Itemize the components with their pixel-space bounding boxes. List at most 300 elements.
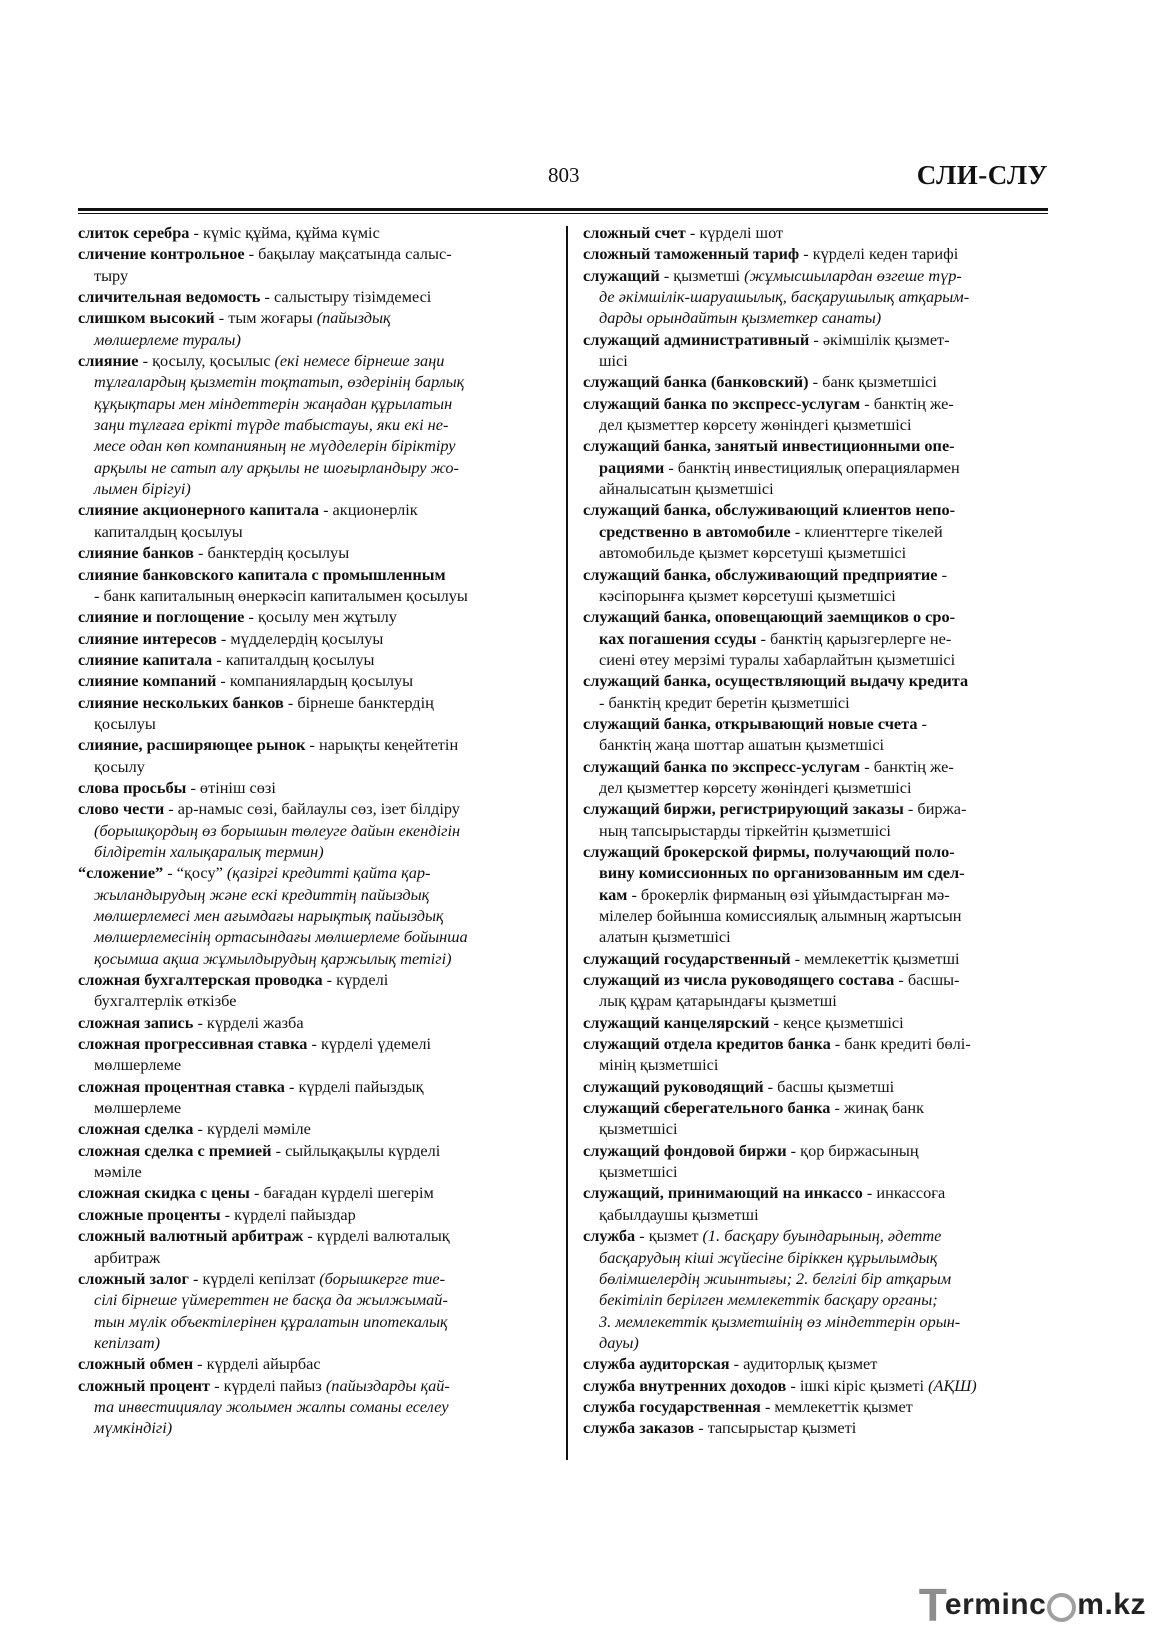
entry-note: заңи тұлғаға ерікті түрде табыстауы, яки екі не- xyxy=(94,415,449,435)
entry-term: служащий административный xyxy=(583,329,810,349)
entry-term: служащий сберегательного банка xyxy=(583,1098,831,1118)
entry-note: (пайыздарды қай- xyxy=(325,1375,450,1395)
entry-term: служба внутренних доходов xyxy=(583,1375,787,1395)
entry-line xyxy=(78,1033,548,1054)
entry-line xyxy=(583,1033,1053,1054)
entry-translation: - қосылу, қосылыс xyxy=(138,351,275,371)
entry-term: слияние банков xyxy=(78,543,194,563)
entry-translation: мілелер бойынша комиссиялық алымның жартысын xyxy=(599,906,962,925)
entry-continuation-line xyxy=(583,734,1053,755)
entry-term: сложные проценты xyxy=(78,1204,221,1224)
entry-line xyxy=(78,243,548,264)
entry-translation: қызметшісі xyxy=(599,1162,678,1182)
entry-translation: қабылдаушы қызметші xyxy=(599,1204,759,1224)
entry-term: сложный таможенный тариф xyxy=(583,244,800,264)
entry-line xyxy=(78,969,548,990)
entry-term: рациями xyxy=(599,457,665,477)
entry-translation: - банктердің қосылуы xyxy=(193,543,350,563)
entry-line xyxy=(78,1012,548,1033)
entry-translation: - күрделі мәміле xyxy=(193,1119,311,1139)
entry-continuation-line xyxy=(583,777,1053,798)
entry-line xyxy=(78,1225,548,1246)
entry-line xyxy=(583,243,1053,264)
entry-line xyxy=(583,1353,1053,1374)
entry-term: сложный валютный арбитраж xyxy=(78,1226,304,1246)
entry-continuation-line xyxy=(583,1161,1053,1182)
entry-term: “сложение” xyxy=(78,863,164,883)
entry-line xyxy=(583,1375,1053,1396)
entry-line xyxy=(78,542,548,563)
entry-translation: - бағадан күрделі шегерім xyxy=(249,1183,434,1203)
entry-continuation-line xyxy=(583,628,1053,649)
entry-term: слияние банковского капитала с промышленным xyxy=(78,564,446,584)
entry-line xyxy=(78,734,548,755)
entry-continuation-line xyxy=(583,307,1053,328)
entry-line xyxy=(78,1353,548,1374)
entry-continuation-line xyxy=(78,478,548,499)
entry-translation: - клиенттерге тікелей xyxy=(790,521,943,541)
entry-translation: арбитраж xyxy=(94,1247,161,1267)
entry-translation: - мемлекеттік қызмет xyxy=(760,1396,913,1416)
entry-line xyxy=(78,649,548,670)
entry-term: служащий банка, осуществляющий выдачу кредита xyxy=(583,671,969,691)
entry-term: слияние xyxy=(78,351,139,371)
entry-continuation-line xyxy=(583,350,1053,371)
entry-term: слово чести xyxy=(78,799,165,819)
column-divider xyxy=(566,226,568,1460)
entry-continuation-line xyxy=(78,990,548,1011)
entry-translation: - акционерлік xyxy=(319,500,418,520)
entry-line xyxy=(78,1268,548,1289)
entry-translation: - салыстыру тізімдемесі xyxy=(260,287,432,307)
entry-note: (1. басқару буындарының, әдетте xyxy=(702,1226,942,1246)
entry-note: 3. мемлекеттік қызметшінің өз міндеттерін орын- xyxy=(599,1311,961,1331)
entry-line xyxy=(78,670,548,691)
entry-translation: кәсіпорынға қызмет көрсетуші қызметшісі xyxy=(599,585,896,605)
entry-translation: - тапсырыстар қызметі xyxy=(694,1418,857,1438)
entry-translation: капиталдың қосылуы xyxy=(94,521,243,541)
entry-translation: - күрделі пайыз xyxy=(210,1375,326,1395)
entry-continuation-line xyxy=(78,1332,548,1353)
entry-line xyxy=(78,777,548,798)
entry-line xyxy=(78,606,548,627)
entry-line xyxy=(78,1182,548,1203)
running-head: СЛИ-СЛУ xyxy=(916,160,1048,190)
entry-continuation-line xyxy=(583,1268,1053,1289)
entry-line xyxy=(583,1182,1053,1203)
entry-translation: - нарықты кеңейтетін xyxy=(305,735,459,755)
entry-continuation-line xyxy=(78,1417,548,1438)
entry-line xyxy=(78,307,548,328)
entry-translation: - бірнеше банктердің xyxy=(283,692,434,712)
entry-line xyxy=(583,798,1053,819)
entry-term: служба государственная xyxy=(583,1396,761,1416)
entry-continuation-line xyxy=(583,926,1053,947)
entry-note: дарды орындайтын қызметкер санаты) xyxy=(599,308,882,328)
entry-translation: - “қосу” xyxy=(163,863,227,883)
entry-line xyxy=(78,692,548,713)
entry-line xyxy=(78,499,548,520)
entry-translation: - ішкі кіріс қызметі xyxy=(786,1375,929,1395)
entry-term: слияние капитала xyxy=(78,649,213,669)
entry-term: сложная процентная ставка xyxy=(78,1076,285,1096)
entry-continuation-line xyxy=(78,1311,548,1332)
entry-translation: - капиталдың қосылуы xyxy=(212,649,375,669)
entry-note: мөлшерлемесінің ортасындағы мөлшерлеме бойынша xyxy=(94,927,468,947)
entry-continuation-line xyxy=(78,521,548,542)
entry-line xyxy=(583,435,1053,456)
entry-note: сілі бірнеше үймереттен не басқа да жылжымай- xyxy=(94,1290,448,1310)
entry-line xyxy=(583,1417,1053,1438)
entry-continuation-line xyxy=(78,905,548,926)
entry-term: сложная сделка с премией xyxy=(78,1140,272,1160)
entry-continuation-line xyxy=(78,1054,548,1075)
entry-note: (борышкерге тие- xyxy=(319,1268,446,1288)
entry-continuation-line xyxy=(583,1311,1053,1332)
entry-note: мөлшерлемесі мен ағымдағы нарықтық пайыздық xyxy=(94,906,444,925)
entry-note: (пайыздық xyxy=(316,308,391,328)
entry-continuation-line xyxy=(583,478,1053,499)
entry-line xyxy=(78,564,548,585)
entry-term: слишком высокий xyxy=(78,308,215,328)
entry-translation: - банк капиталының өнеркәсіп капиталымен қосылуы xyxy=(94,585,468,605)
entry-translation: мінің қызметшісі xyxy=(599,1055,719,1075)
entry-line xyxy=(583,1076,1053,1097)
entry-line xyxy=(78,1118,548,1139)
entry-term: средственно в автомобиле xyxy=(599,521,791,541)
entry-term: сложный залог xyxy=(78,1268,189,1288)
entry-line xyxy=(583,564,1053,585)
entry-translation: - мемлекеттік қызметші xyxy=(790,948,960,968)
entry-translation: - биржа- xyxy=(903,799,967,819)
entry-continuation-line xyxy=(583,990,1053,1011)
entry-continuation-line xyxy=(583,905,1053,926)
entry-continuation-line xyxy=(78,756,548,777)
entry-term: служащий банка по экспресс-услугам xyxy=(583,393,861,413)
entry-continuation-line xyxy=(583,457,1053,478)
entry-term: служащий банка, обслуживающий предприятие xyxy=(583,564,938,584)
entry-continuation-line xyxy=(583,1118,1053,1139)
entry-translation: автомобильде қызмет көрсетуші қызметшісі xyxy=(599,543,907,563)
entry-continuation-line xyxy=(78,948,548,969)
entry-continuation-line xyxy=(78,393,548,414)
entry-translation: - күрделі шот xyxy=(685,223,784,242)
entry-term: сложная запись xyxy=(78,1012,194,1032)
entry-translation: - мүдделердің қосылуы xyxy=(216,628,384,648)
entry-term: служащий фондовой биржи xyxy=(583,1140,787,1160)
entry-translation: - күрделі xyxy=(322,970,389,990)
entry-line xyxy=(583,393,1053,414)
entry-translation: - күрделі валюталық xyxy=(303,1226,450,1246)
entry-term: сложная прогрессивная ставка xyxy=(78,1034,308,1054)
header-rule-thick xyxy=(78,208,1048,211)
logo-ring-icon xyxy=(1047,1593,1076,1622)
entry-translation: тыру xyxy=(94,265,129,285)
entry-translation: - банк қызметшісі xyxy=(808,372,937,392)
entry-line xyxy=(78,222,548,243)
entry-continuation-line xyxy=(78,414,548,435)
entry-translation: шісі xyxy=(599,351,628,371)
entry-translation: - банктің же- xyxy=(860,756,954,776)
logo-text-start: erminc xyxy=(944,1588,1047,1621)
entry-translation: бухгалтерлік өткізбе xyxy=(94,991,237,1011)
entry-term: слияние акционерного капитала xyxy=(78,500,319,520)
entry-line xyxy=(583,1012,1053,1033)
entry-line xyxy=(78,798,548,819)
entry-note: та инвестициялау жолымен жалпы соманы еселеу xyxy=(94,1396,449,1416)
entry-term: служащий банка (банковский) xyxy=(583,372,809,392)
entry-translation: - ар-намыс сөзі, байлаулы сөз, ізет білдіру xyxy=(164,799,460,819)
entry-line xyxy=(78,628,548,649)
entry-continuation-line xyxy=(78,841,548,862)
entry-line xyxy=(583,948,1053,969)
entry-term: слияние и поглощение xyxy=(78,607,245,627)
entry-line xyxy=(583,265,1053,286)
page-number: 803 xyxy=(548,163,580,187)
entry-translation: алатын қызметшісі xyxy=(599,927,731,947)
entry-translation: - қор биржасының xyxy=(786,1140,919,1160)
entry-note: месе одан көп компанияның не мүдделерін біріктіру xyxy=(94,436,456,456)
logo-text-end: m.kz xyxy=(1077,1588,1146,1621)
entry-continuation-line xyxy=(583,542,1053,563)
entry-translation: - қосылу мен жұтылу xyxy=(244,607,397,627)
entry-term: слияние нескольких банков xyxy=(78,692,284,712)
entry-translation: ның тапсырыстарды тіркейтін қызметшісі xyxy=(599,820,891,840)
right-column xyxy=(583,222,1053,1439)
entry-line xyxy=(78,1076,548,1097)
entry-line xyxy=(583,1396,1053,1417)
entry-line xyxy=(583,1225,1053,1246)
entry-term: служащий из числа руководящего состава xyxy=(583,970,895,990)
entry-translation: - жинақ банк xyxy=(830,1098,924,1118)
entry-term: слова просьбы xyxy=(78,777,187,797)
entry-term: служба заказов xyxy=(583,1418,695,1438)
entry-term: служащий руководящий xyxy=(583,1076,764,1096)
entry-term: служащий xyxy=(583,265,660,285)
entry-term: служба xyxy=(583,1226,636,1246)
entry-translation: - басшы қызметші xyxy=(763,1076,895,1096)
entry-term: слияние интересов xyxy=(78,628,217,648)
entry-line xyxy=(583,841,1053,862)
entry-continuation-line xyxy=(583,1204,1053,1225)
entry-line xyxy=(583,222,1053,243)
entry-translation: - компаниялардың қосылуы xyxy=(216,671,414,691)
termincom-logo xyxy=(918,1579,1146,1631)
entry-term: служащий, принимающий на инкассо xyxy=(583,1183,863,1203)
entry-continuation-line xyxy=(583,521,1053,542)
entry-translation: - күрделі пайыздар xyxy=(220,1204,356,1224)
entry-continuation-line xyxy=(78,884,548,905)
entry-line xyxy=(78,286,548,307)
entry-translation: дел қызметтер көрсету жөніндегі қызметшісі xyxy=(599,777,912,797)
entry-note: дауы) xyxy=(599,1332,639,1352)
entry-note: (АҚШ) xyxy=(928,1375,977,1395)
entry-continuation-line xyxy=(583,1332,1053,1353)
entry-translation: - басшы- xyxy=(894,970,960,990)
entry-translation: - қызмет xyxy=(635,1226,703,1246)
entry-note: қосымша ақша жұмылдырудың қаржылық тетігі) xyxy=(94,948,452,968)
entry-continuation-line xyxy=(78,435,548,456)
entry-continuation-line xyxy=(78,585,548,606)
entry-note: тын мүлік объектілерінен құралатын ипотекалық xyxy=(94,1311,448,1331)
entry-translation: қызметшісі xyxy=(599,1119,678,1139)
entry-translation: - күміс құйма, құйма күміс xyxy=(189,223,380,242)
entry-continuation-line xyxy=(583,649,1053,670)
entry-continuation-line xyxy=(583,414,1053,435)
entry-term: сложная сделка xyxy=(78,1119,194,1139)
entry-translation: лық құрам қатарындағы қызметші xyxy=(599,991,837,1011)
entry-line xyxy=(583,1140,1053,1161)
entry-translation: - брокерлік фирманың өзі ұйымдастырған мә- xyxy=(627,884,950,904)
header-rule-thin xyxy=(78,213,1048,214)
entry-line xyxy=(78,1375,548,1396)
entry-translation: - тым жоғары xyxy=(214,308,317,328)
entry-term: служащий биржи, регистрирующий заказы xyxy=(583,799,904,819)
entry-translation: - күрделі кепілзат xyxy=(188,1268,320,1288)
entry-translation: - өтініш сөзі xyxy=(186,777,276,797)
left-column xyxy=(78,222,548,1439)
entry-translation: - xyxy=(937,564,948,584)
entry-continuation-line xyxy=(78,457,548,478)
entry-term: служащий государственный xyxy=(583,948,791,968)
entry-translation: - аудиторлық қызмет xyxy=(729,1354,878,1374)
entry-note: басқарудың кіші жүйесіне біріккен құрылымдық xyxy=(599,1247,938,1267)
entry-translation: қосылуы xyxy=(94,713,156,733)
entry-note: мөлшерлеме туралы) xyxy=(94,329,241,349)
entry-term: ках погашения ссуды xyxy=(599,628,757,648)
entry-line xyxy=(78,1204,548,1225)
entry-continuation-line xyxy=(78,371,548,392)
entry-translation: айналысатын қызметшісі xyxy=(599,479,774,499)
entry-continuation-line xyxy=(583,1289,1053,1310)
entry-continuation-line xyxy=(583,286,1053,307)
entry-translation: - күрделі жазба xyxy=(193,1012,304,1032)
entry-translation: қосылу xyxy=(94,756,145,776)
entry-term: сложный счет xyxy=(583,223,686,242)
entry-line xyxy=(583,371,1053,392)
entry-line xyxy=(583,606,1053,627)
entry-note: кепілзат) xyxy=(94,1332,161,1352)
entry-continuation-line xyxy=(583,1054,1053,1075)
entry-translation: - күрделі айырбас xyxy=(193,1354,321,1374)
entry-translation: - банктің кредит беретін қызметшісі xyxy=(599,692,850,712)
entry-term: служащий канцелярский xyxy=(583,1012,770,1032)
entry-translation: - күрделі үдемелі xyxy=(307,1034,432,1054)
entry-term: сложный обмен xyxy=(78,1354,194,1374)
entry-continuation-line xyxy=(78,1247,548,1268)
entry-translation: - күрделі кеден тарифі xyxy=(799,244,959,264)
entry-continuation-line xyxy=(78,1289,548,1310)
entry-translation: - қызметші xyxy=(659,265,745,285)
entry-translation: мәміле xyxy=(94,1162,142,1182)
entry-continuation-line xyxy=(78,1097,548,1118)
entry-term: слиток серебра xyxy=(78,223,190,242)
entry-translation: мөлшерлеме xyxy=(94,1055,182,1075)
entry-translation: - сыйлықақылы күрделі xyxy=(271,1140,441,1160)
entry-term: вину комиссионных по организованным им сдел- xyxy=(599,863,965,883)
entry-continuation-line xyxy=(583,585,1053,606)
entry-translation: мөлшерлеме xyxy=(94,1098,182,1118)
entry-translation: - әкімшілік қызмет- xyxy=(809,329,950,349)
entry-note: де әкімшілік-шаруашылық, басқарушылық атқарым- xyxy=(599,287,970,307)
entry-continuation-line xyxy=(78,329,548,350)
entry-term: сличение контрольное xyxy=(78,244,245,264)
entry-line xyxy=(583,670,1053,691)
entry-term: служащий банка, обслуживающий клиентов непо- xyxy=(583,500,956,520)
entry-translation: - бақылау мақсатында салыс- xyxy=(244,244,452,264)
entry-note: бөлімшелердің жиынтығы; 2. белгілі бір атқарым xyxy=(599,1268,952,1288)
entry-translation: сиені өтеу мерзімі туралы хабарлайтын қызметшісі xyxy=(599,649,956,669)
entry-translation: - xyxy=(917,713,927,733)
entry-term: служащий банка, открывающий новые счета xyxy=(583,713,918,733)
entry-continuation-line xyxy=(78,926,548,947)
entry-continuation-line xyxy=(583,862,1053,883)
entry-term: служащий банка, оповещающий заемщиков о сро- xyxy=(583,607,956,627)
entry-continuation-line xyxy=(78,1161,548,1182)
entry-term: служащий отдела кредитов банка xyxy=(583,1034,831,1054)
entry-term: служащий банка по экспресс-услугам xyxy=(583,756,861,776)
entry-note: (борышқордың өз борышын төлеуге дайын екендігін xyxy=(94,820,461,840)
entry-line xyxy=(78,1140,548,1161)
entry-translation: банктің жаңа шоттар ашатын қызметшісі xyxy=(599,735,885,755)
entry-term: слияние, расширяющее рынок xyxy=(78,735,306,755)
entry-note: арқылы не сатып алу арқылы не шоғырландыру жо- xyxy=(94,457,459,477)
entry-line xyxy=(583,713,1053,734)
entry-term: кам xyxy=(599,884,628,904)
entry-line xyxy=(583,1097,1053,1118)
entry-term: слияние компаний xyxy=(78,671,217,691)
entry-note: (қазіргі кредитті қайта қар- xyxy=(226,863,431,883)
entry-continuation-line xyxy=(583,884,1053,905)
entry-translation: - банк кредиті бөлі- xyxy=(830,1034,971,1054)
entry-continuation-line xyxy=(78,265,548,286)
entry-note: білдіретін халықаралық термин) xyxy=(94,841,324,861)
entry-translation: - банктің инвестициялық операциялармен xyxy=(664,457,960,477)
entry-translation: - инкассоға xyxy=(862,1183,946,1203)
entry-term: служба аудиторская xyxy=(583,1354,730,1374)
logo-letter-t: T xyxy=(918,1579,947,1631)
entry-note: жыландырудың және ескі кредиттің пайыздық xyxy=(94,884,430,904)
entry-translation: - банктің қарызгерлерге не- xyxy=(756,628,952,648)
entry-translation: - күрделі пайыздық xyxy=(284,1076,424,1096)
entry-note: (жұмысшылардан өзгеше түр- xyxy=(744,265,962,285)
entry-note: мүмкіндігі) xyxy=(94,1418,173,1438)
entry-line xyxy=(78,862,548,883)
entry-term: сложная бухгалтерская проводка xyxy=(78,970,323,990)
entry-continuation-line xyxy=(583,692,1053,713)
entry-continuation-line xyxy=(583,1247,1053,1268)
entry-note: лымен бірігуі) xyxy=(94,479,191,499)
entry-continuation-line xyxy=(78,820,548,841)
entry-note: бекітіліп берілген мемлекеттік басқару органы; xyxy=(599,1290,938,1310)
entry-note: (екі немесе бірнеше заңи xyxy=(274,351,445,371)
entry-term: сложная скидка с цены xyxy=(78,1183,250,1203)
entry-line xyxy=(583,969,1053,990)
entry-note: құқықтары мен міндеттерін жаңадан құрылатын xyxy=(94,393,453,413)
entry-continuation-line xyxy=(583,820,1053,841)
entry-line xyxy=(583,756,1053,777)
entry-line xyxy=(78,350,548,371)
entry-translation: дел қызметтер көрсету жөніндегі қызметшісі xyxy=(599,415,912,435)
entry-line xyxy=(583,499,1053,520)
entry-line xyxy=(583,329,1053,350)
entry-term: служащий брокерской фирмы, получающий поло- xyxy=(583,841,955,861)
entry-translation: - банктің же- xyxy=(860,393,954,413)
entry-continuation-line xyxy=(78,1396,548,1417)
entry-term: сложный процент xyxy=(78,1375,211,1395)
entry-note: тұлғалардың қызметін тоқтатып, өздерінің барлық xyxy=(94,372,465,392)
entry-translation: - кеңсе қызметшісі xyxy=(769,1012,904,1032)
